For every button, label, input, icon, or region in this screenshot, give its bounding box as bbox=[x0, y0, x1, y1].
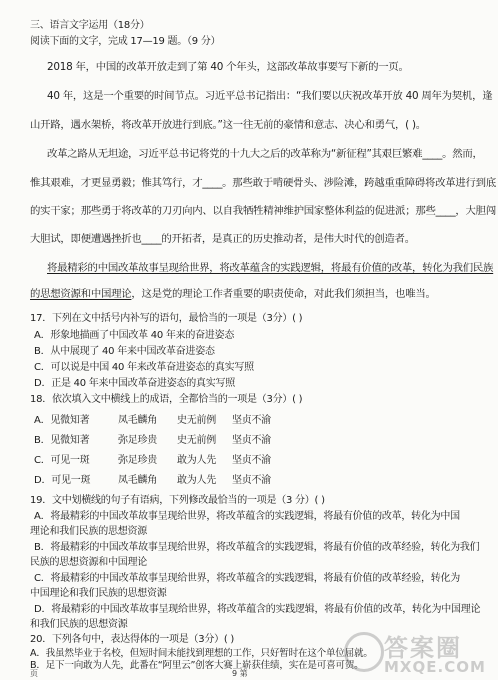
question-17-option-b: B．从中展现了 40 年来中国改革奋进姿态 bbox=[34, 346, 215, 357]
question-17-option-d: D．正是 40 年来中国改革奋进姿态的真实写照 bbox=[34, 378, 236, 389]
underlined-sentence-line-2: 的思想资源和中国理论 bbox=[30, 288, 132, 300]
passage-paragraph-3-line-2: 惟其艰难，才更显勇毅；惟其笃行，才____。那些敢于啃硬骨头、涉险滩，跨越重重障碍将改革进行到底 bbox=[30, 177, 496, 189]
question-18-option-a-3: 史无前例 bbox=[177, 415, 216, 426]
question-18-option-a-2: 凤毛麟角 bbox=[118, 415, 157, 426]
question-18-option-c-4: 坚贞不渝 bbox=[232, 455, 271, 466]
question-17-stem: 17．下列在文中括号内补写的语句，最恰当的一项是（3分）( ) bbox=[30, 313, 303, 324]
question-20-stem: 20．下列各句中，表达得体的一项是（3分）( ) bbox=[30, 634, 235, 645]
passage-paragraph-1: 2018 年，中国的改革开放走到了第 40 个年头，这部改革故事要写下新的一页。 bbox=[47, 61, 409, 73]
passage-instruction: 阅读下面的文字，完成 17—19 题。（9 分） bbox=[30, 36, 221, 47]
question-18-option-b-3: 史无前例 bbox=[177, 435, 216, 446]
watermark-text-url: MXQE.COM bbox=[384, 658, 486, 676]
footer-page-label: 页 bbox=[30, 669, 38, 678]
question-19-option-c-line-2: 中国理论和我们民族的思想资源 bbox=[30, 588, 167, 599]
passage-paragraph-4-line-2 bbox=[30, 288, 436, 300]
question-19-option-a-line-2: 理论和我们民族的思想资源 bbox=[30, 526, 147, 537]
passage-paragraph-3-line-3: 的实干家；那些勇于将改革的刀刃向内、以自我牺牲精神维护国家整体利益的促进派；那些____，大胆闯 bbox=[30, 205, 496, 217]
question-18-option-d-4: 坚贞不渝 bbox=[232, 475, 271, 486]
question-18-option-a-1: A．见微知著 bbox=[34, 415, 90, 426]
section-heading: 三、语言文字运用（18分） bbox=[30, 20, 150, 31]
question-18-option-b-2: 弥足珍贵 bbox=[118, 435, 157, 446]
question-18-option-d-2: 凤毛麟角 bbox=[118, 475, 157, 486]
question-18-option-c-1: C．可见一斑 bbox=[34, 455, 90, 466]
question-18-option-b-4: 坚贞不渝 bbox=[232, 435, 271, 446]
question-20-option-b: B．足下一向敢为人先，此番在“阿里云”创客大赛上崭获佳绩，实在是可喜可贺。 bbox=[30, 660, 364, 671]
passage-paragraph-3-line-1: 改革之路从无坦途，习近平总书记将党的十九大之后的改革称为“新征程”其艰巨繁难____。然而， bbox=[47, 148, 483, 160]
question-17-option-c: C．可以说是中国 40 年来改革奋进姿态的真实写照 bbox=[34, 362, 254, 373]
question-19-option-d-line-2: 和我们民族的思想资源 bbox=[30, 619, 128, 630]
question-18-stem: 18．依次填入文中横线上的成语，全都恰当的一项是（3分）( ) bbox=[30, 394, 303, 405]
footer-page-number: 9 第 bbox=[232, 669, 248, 678]
question-19-option-b-line-2: 民族的思想资源和中国理论 bbox=[30, 557, 147, 568]
question-18-option-d-3: 敢为人先 bbox=[177, 475, 216, 486]
question-18-option-d-1: D．可见一斑 bbox=[34, 475, 91, 486]
question-19-option-d-line-1: D．将最精彩的中国改革故事呈现给世界，将改革蕴含的实践逻辑，将最有价值的改革，转化为中国理论 bbox=[34, 604, 481, 615]
paragraph-4-remainder: ，这是党的理论工作者重要的职责使命，对此我们须担当，也唯当。 bbox=[131, 288, 436, 300]
underlined-sentence-line-1: 将最精彩的中国改革故事呈现给世界，将改革蕴含的实践逻辑，将最有价值的改革，转化为我们民族 bbox=[47, 262, 494, 274]
question-18-option-b-1: B．见微知著 bbox=[34, 435, 90, 446]
question-17-option-a: A．形象地描画了中国改革 40 年来的奋进姿态 bbox=[34, 330, 235, 341]
watermark-circle-icon bbox=[344, 632, 384, 672]
question-20-option-a: A．我虽然毕业于名校，但短时间未能找到理想的工作，只好暂时在这个单位屈就。 bbox=[30, 648, 373, 659]
question-18-option-a-4: 坚贞不渝 bbox=[232, 415, 271, 426]
question-19-stem: 19．文中划横线的句子有语病，下列修改最恰当的一项是（3 分）( ) bbox=[30, 495, 325, 506]
watermark-logo bbox=[344, 628, 494, 676]
question-19-option-c-line-1: C．将最精彩的中国改革故事呈现给世界，将改革蕴含的实践逻辑，将最有价值的改革经验，转化为 bbox=[34, 573, 460, 584]
question-18-option-c-2: 弥足珍贵 bbox=[118, 455, 157, 466]
watermark-text-cn: 答案圈 bbox=[384, 634, 462, 662]
question-19-option-b-line-1: B．将最精彩的中国改革故事呈现给世界，将改革蕴含的实践逻辑，将最有价值的改革经验，转化为我们 bbox=[34, 542, 480, 553]
passage-paragraph-3-line-4: 大胆试，即便遭遇挫折也____的开拓者，是真正的历史推动者，是伟大时代的创造者。 bbox=[30, 233, 415, 245]
question-18-option-c-3: 敢为人先 bbox=[177, 455, 216, 466]
passage-paragraph-2-line-2: 山开路，遇水架桥，将改革开放进行到底。”这一往无前的豪情和意志、决心和勇气，( )。 bbox=[30, 119, 426, 131]
question-19-option-a-line-1: A．将最精彩的中国改革故事呈现给世界，将改革蕴含的实践逻辑，将最有价值的改革，转化为中国 bbox=[34, 511, 460, 522]
passage-paragraph-2-line-1: 40 年，这是一个重要的时间节点。习近平总书记指出：“我们要以庆祝改革开放 40 周年为契机，逢 bbox=[47, 90, 493, 102]
